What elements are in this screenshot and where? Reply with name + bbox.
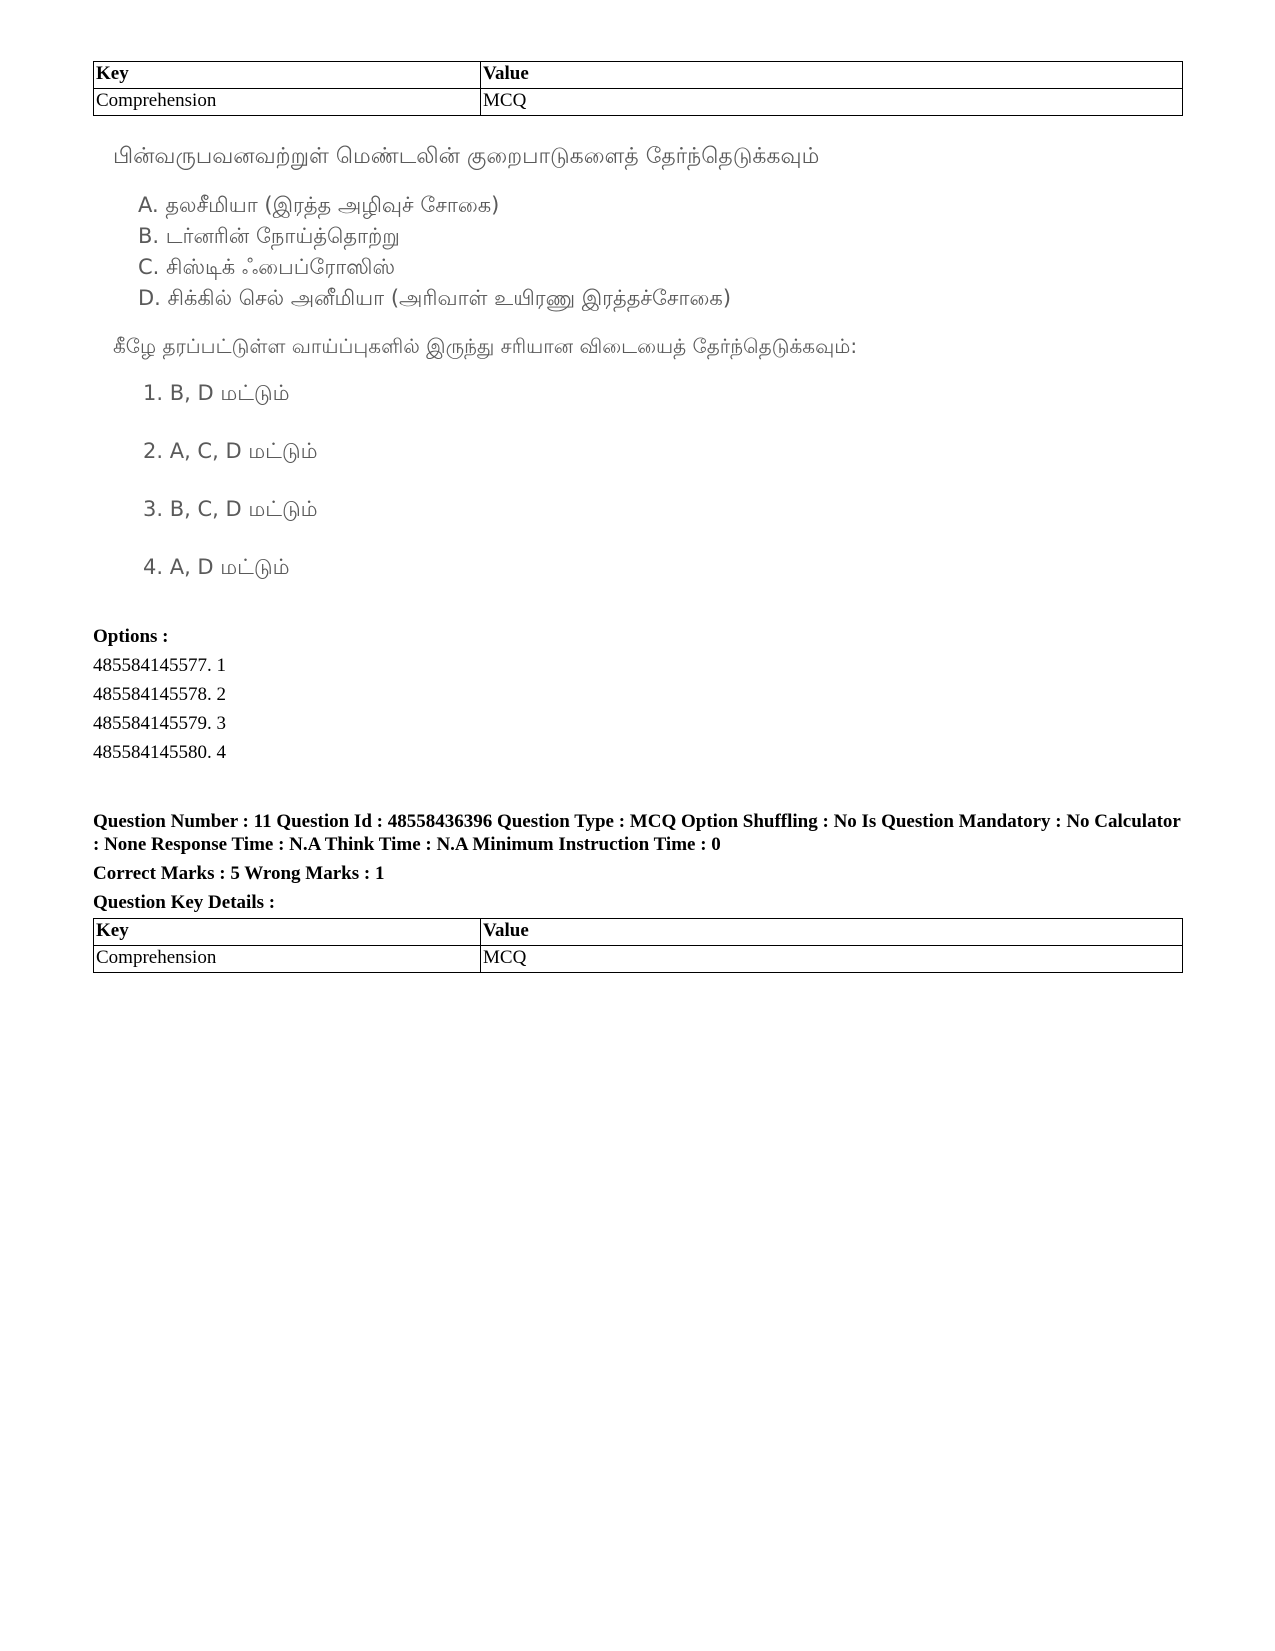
option-item: 485584145580. 4 xyxy=(93,742,226,763)
table-header-key: Key xyxy=(94,919,481,946)
answer-choice-1: 1. B, D மட்டும் xyxy=(143,381,290,405)
option-item: 485584145577. 1 xyxy=(93,655,226,676)
option-item: 485584145579. 3 xyxy=(93,713,226,734)
table-cell-value: MCQ xyxy=(481,946,1183,973)
option-item: 485584145578. 2 xyxy=(93,684,226,705)
table-header-key: Key xyxy=(94,62,481,89)
question-paper-page xyxy=(93,61,1183,973)
question-instruction: கீழே தரப்பட்டுள்ள வாய்ப்புகளில் இருந்து சரியான விடையைத் தேர்ந்தெடுக்கவும்: xyxy=(113,334,858,358)
question-image xyxy=(113,142,1093,610)
question-key-table xyxy=(93,61,1183,116)
table-header-value: Value xyxy=(481,62,1183,89)
table-header-value: Value xyxy=(481,919,1183,946)
table-row xyxy=(94,89,1183,116)
marks-line: Correct Marks : 5 Wrong Marks : 1 xyxy=(93,863,385,884)
table-cell-key: Comprehension xyxy=(94,946,481,973)
question-statements xyxy=(138,190,1093,314)
question-stem: பின்வருபவனவற்றுள் மெண்டலின் குறைபாடுகளைத் தேர்ந்தெடுக்கவும் xyxy=(113,144,820,169)
answer-choices xyxy=(143,378,1093,610)
table-row xyxy=(94,946,1183,973)
question-key-table xyxy=(93,918,1183,973)
key-details-label: Question Key Details : xyxy=(93,892,276,913)
table-header-row xyxy=(94,62,1183,89)
statement-b: B. டர்னரின் நோய்த்தொற்று xyxy=(138,224,400,248)
answer-choice-4: 4. A, D மட்டும் xyxy=(143,555,290,579)
statement-c: C. சிஸ்டிக் ஃபைப்ரோஸிஸ் xyxy=(138,255,396,279)
options-heading: Options : xyxy=(93,626,169,647)
table-cell-key: Comprehension xyxy=(94,89,481,116)
table-header-row xyxy=(94,919,1183,946)
statement-a: A. தலசீமியா (இரத்த அழிவுச் சோகை) xyxy=(138,193,500,217)
options-block xyxy=(93,622,1183,767)
answer-choice-3: 3. B, C, D மட்டும் xyxy=(143,497,318,521)
table-cell-value: MCQ xyxy=(481,89,1183,116)
statement-d: D. சிக்கில் செல் அனீமியா (அரிவாள் உயிரணு இரத்தச்சோகை) xyxy=(138,286,732,310)
question-meta: Question Number : 11 Question Id : 48558436396 Question Type : MCQ Option Shuffling : No Is Question Mandatory : No Calculator : None Response Time : N.A Think Time : N.A Minimum Instruction Time : 0 xyxy=(93,811,1181,855)
answer-choice-2: 2. A, C, D மட்டும் xyxy=(143,439,318,463)
